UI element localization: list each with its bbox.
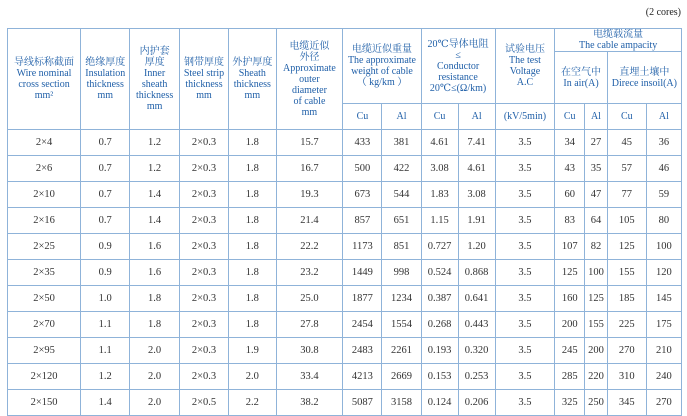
table-cell: 2261 <box>382 338 421 364</box>
table-cell: 1877 <box>343 286 382 312</box>
table-cell: 1.9 <box>229 338 276 364</box>
cable-spec-table <box>7 28 682 416</box>
table-cell: 2×0.3 <box>179 312 228 338</box>
table-cell: 185 <box>607 286 646 312</box>
table-cell: 1554 <box>382 312 421 338</box>
table-cell: 2×0.3 <box>179 130 228 156</box>
table-cell: 33.4 <box>276 364 343 390</box>
table-body <box>8 130 682 416</box>
table-cell: 16.7 <box>276 156 343 182</box>
table-cell: 0.727 <box>421 234 458 260</box>
table-cell: 1.2 <box>130 156 179 182</box>
table-cell: 2×0.3 <box>179 234 228 260</box>
table-cell: 1.83 <box>421 182 458 208</box>
table-cell: 59 <box>646 182 681 208</box>
table-cell: 2.0 <box>130 390 179 416</box>
table-cell: 2×0.3 <box>179 260 228 286</box>
table-cell: 3.5 <box>495 260 555 286</box>
table-cell: 0.7 <box>81 156 130 182</box>
table-cell: 2×95 <box>8 338 81 364</box>
table-cell: 1.8 <box>229 208 276 234</box>
table-cell: 0.153 <box>421 364 458 390</box>
table-cell: 3.5 <box>495 130 555 156</box>
table-cell: 225 <box>607 312 646 338</box>
table-cell: 80 <box>646 208 681 234</box>
table-cell: 285 <box>555 364 585 390</box>
header-resistance: 20℃导体电阻 ≤ Conductor resistance 20℃≤(Ω/km) <box>421 29 495 104</box>
table-cell: 1.8 <box>229 286 276 312</box>
table-cell: 1173 <box>343 234 382 260</box>
table-cell: 57 <box>607 156 646 182</box>
table-row <box>8 156 682 182</box>
table-cell: 857 <box>343 208 382 234</box>
header-air-al: Al <box>585 104 608 130</box>
table-cell: 2.2 <box>229 390 276 416</box>
table-cell: 2×0.3 <box>179 286 228 312</box>
table-cell: 2×0.3 <box>179 208 228 234</box>
table-cell: 1449 <box>343 260 382 286</box>
table-cell: 381 <box>382 130 421 156</box>
table-cell: 125 <box>607 234 646 260</box>
table-cell: 46 <box>646 156 681 182</box>
table-cell: 43 <box>555 156 585 182</box>
table-cell: 35 <box>585 156 608 182</box>
table-cell: 0.9 <box>81 260 130 286</box>
table-cell: 3.5 <box>495 390 555 416</box>
header-weight: 电缆近似重量 The approximate weight of cable （ kg/km ） <box>343 29 421 104</box>
table-cell: 651 <box>382 208 421 234</box>
table-cell: 47 <box>585 182 608 208</box>
table-cell: 82 <box>585 234 608 260</box>
table-cell: 1234 <box>382 286 421 312</box>
table-cell: 851 <box>382 234 421 260</box>
table-cell: 0.641 <box>458 286 495 312</box>
table-cell: 4213 <box>343 364 382 390</box>
table-cell: 325 <box>555 390 585 416</box>
table-cell: 3.5 <box>495 208 555 234</box>
table-cell: 0.193 <box>421 338 458 364</box>
table-cell: 2×0.3 <box>179 338 228 364</box>
table-cell: 2669 <box>382 364 421 390</box>
table-cell: 1.4 <box>130 208 179 234</box>
table-cell: 2×150 <box>8 390 81 416</box>
table-cell: 3.5 <box>495 156 555 182</box>
header-in-air: 在空气中 In air(A) <box>555 52 607 104</box>
table-cell: 500 <box>343 156 382 182</box>
table-cell: 1.8 <box>229 260 276 286</box>
header-voltage-unit: (kV/5min) <box>495 104 555 130</box>
table-cell: 210 <box>646 338 681 364</box>
header-air-cu: Cu <box>555 104 585 130</box>
table-cell: 0.320 <box>458 338 495 364</box>
header-soil-cu: Cu <box>607 104 646 130</box>
table-cell: 19.3 <box>276 182 343 208</box>
table-cell: 0.7 <box>81 182 130 208</box>
header-ampacity: 电缆载流量 The cable ampacity <box>555 29 682 52</box>
table-row <box>8 286 682 312</box>
table-cell: 27.8 <box>276 312 343 338</box>
table-cell: 270 <box>646 390 681 416</box>
table-cell: 1.0 <box>81 286 130 312</box>
table-row <box>8 364 682 390</box>
header-diameter: 电缆近似 外径 Approximate outer diameter of cable mm <box>276 29 343 130</box>
table-cell: 240 <box>646 364 681 390</box>
table-cell: 998 <box>382 260 421 286</box>
table-cell: 175 <box>646 312 681 338</box>
table-cell: 64 <box>585 208 608 234</box>
table-cell: 3.08 <box>421 156 458 182</box>
header-section: 导线标称截面 Wire nominal cross section mm² <box>8 29 81 130</box>
table-cell: 3158 <box>382 390 421 416</box>
table-cell: 0.124 <box>421 390 458 416</box>
table-cell: 1.1 <box>81 338 130 364</box>
table-cell: 2×10 <box>8 182 81 208</box>
table-cell: 2.0 <box>130 338 179 364</box>
table-cell: 2.0 <box>130 364 179 390</box>
table-cell: 2483 <box>343 338 382 364</box>
table-cell: 1.2 <box>130 130 179 156</box>
table-cell: 21.4 <box>276 208 343 234</box>
table-cell: 34 <box>555 130 585 156</box>
table-cell: 2×4 <box>8 130 81 156</box>
table-cell: 7.41 <box>458 130 495 156</box>
table-cell: 3.5 <box>495 234 555 260</box>
table-cell: 155 <box>607 260 646 286</box>
table-cell: 3.5 <box>495 364 555 390</box>
table-cell: 3.5 <box>495 338 555 364</box>
table-cell: 27 <box>585 130 608 156</box>
table-cell: 1.2 <box>81 364 130 390</box>
table-cell: 2×6 <box>8 156 81 182</box>
table-row <box>8 208 682 234</box>
table-cell: 1.4 <box>81 390 130 416</box>
table-cell: 107 <box>555 234 585 260</box>
table-cell: 3.5 <box>495 182 555 208</box>
header-resistance-cu: Cu <box>421 104 458 130</box>
table-cell: 100 <box>646 234 681 260</box>
table-cell: 544 <box>382 182 421 208</box>
table-cell: 160 <box>555 286 585 312</box>
table-cell: 0.253 <box>458 364 495 390</box>
header-in-soil: 直埋土壤中 Direce insoil(A) <box>607 52 681 104</box>
table-cell: 1.4 <box>130 182 179 208</box>
table-cell: 2×50 <box>8 286 81 312</box>
table-cell: 433 <box>343 130 382 156</box>
table-cell: 2×0.3 <box>179 156 228 182</box>
table-cell: 0.443 <box>458 312 495 338</box>
header-steel-strip: 钢带厚度 Steel strip thickness mm <box>179 29 228 130</box>
header-soil-al: Al <box>646 104 681 130</box>
table-cell: 2×70 <box>8 312 81 338</box>
table-cell: 2×16 <box>8 208 81 234</box>
table-cell: 3.5 <box>495 312 555 338</box>
table-row <box>8 182 682 208</box>
table-cell: 0.524 <box>421 260 458 286</box>
table-cell: 673 <box>343 182 382 208</box>
table-cell: 25.0 <box>276 286 343 312</box>
table-cell: 125 <box>555 260 585 286</box>
table-cell: 5087 <box>343 390 382 416</box>
table-cell: 0.387 <box>421 286 458 312</box>
header-insulation: 绝缘厚度 Insulation thickness mm <box>81 29 130 130</box>
table-cell: 4.61 <box>458 156 495 182</box>
table-cell: 83 <box>555 208 585 234</box>
table-cell: 0.9 <box>81 234 130 260</box>
table-cell: 36 <box>646 130 681 156</box>
table-cell: 77 <box>607 182 646 208</box>
header-sheath: 外护厚度 Sheath thickness mm <box>229 29 276 130</box>
table-cell: 345 <box>607 390 646 416</box>
table-cell: 3.5 <box>495 286 555 312</box>
table-cell: 38.2 <box>276 390 343 416</box>
header-voltage: 试验电压 The test Voltage A.C <box>495 29 555 104</box>
table-row <box>8 312 682 338</box>
table-cell: 1.15 <box>421 208 458 234</box>
table-cell: 145 <box>646 286 681 312</box>
table-cell: 1.1 <box>81 312 130 338</box>
table-cell: 22.2 <box>276 234 343 260</box>
table-cell: 1.8 <box>229 312 276 338</box>
table-cell: 3.08 <box>458 182 495 208</box>
table-cell: 0.7 <box>81 208 130 234</box>
table-cell: 2454 <box>343 312 382 338</box>
table-cell: 1.20 <box>458 234 495 260</box>
table-cell: 125 <box>585 286 608 312</box>
table-cell: 0.206 <box>458 390 495 416</box>
table-cell: 1.8 <box>229 182 276 208</box>
table-cell: 155 <box>585 312 608 338</box>
table-row <box>8 260 682 286</box>
table-cell: 220 <box>585 364 608 390</box>
table-cell: 2.0 <box>229 364 276 390</box>
table-cell: 15.7 <box>276 130 343 156</box>
table-cell: 270 <box>607 338 646 364</box>
header-weight-cu: Cu <box>343 104 382 130</box>
table-cell: 1.8 <box>130 286 179 312</box>
header-weight-al: Al <box>382 104 421 130</box>
table-cell: 245 <box>555 338 585 364</box>
table-cell: 2×0.3 <box>179 182 228 208</box>
table-cell: 1.8 <box>229 130 276 156</box>
table-cell: 1.8 <box>130 312 179 338</box>
header-resistance-al: Al <box>458 104 495 130</box>
table-row <box>8 390 682 416</box>
table-row <box>8 234 682 260</box>
table-cell: 1.8 <box>229 156 276 182</box>
table-cell: 0.7 <box>81 130 130 156</box>
table-cell: 0.868 <box>458 260 495 286</box>
table-cell: 45 <box>607 130 646 156</box>
table-cell: 23.2 <box>276 260 343 286</box>
table-cell: 250 <box>585 390 608 416</box>
table-cell: 100 <box>585 260 608 286</box>
table-cell: 2×25 <box>8 234 81 260</box>
table-cell: 4.61 <box>421 130 458 156</box>
table-cell: 30.8 <box>276 338 343 364</box>
table-row <box>8 130 682 156</box>
table-cell: 60 <box>555 182 585 208</box>
table-cell: 200 <box>585 338 608 364</box>
table-cell: 0.268 <box>421 312 458 338</box>
table-cell: 2×35 <box>8 260 81 286</box>
table-cell: 120 <box>646 260 681 286</box>
table-cell: 105 <box>607 208 646 234</box>
cores-note: (2 cores) <box>645 7 681 18</box>
table-cell: 200 <box>555 312 585 338</box>
table-cell: 2×0.3 <box>179 364 228 390</box>
table-cell: 1.8 <box>229 234 276 260</box>
table-cell: 310 <box>607 364 646 390</box>
header-inner-sheath: 内护套 厚度 Inner sheath thickness mm <box>130 29 179 130</box>
table-cell: 422 <box>382 156 421 182</box>
table-cell: 2×0.5 <box>179 390 228 416</box>
table-cell: 1.6 <box>130 260 179 286</box>
table-cell: 2×120 <box>8 364 81 390</box>
table-row <box>8 338 682 364</box>
table-cell: 1.6 <box>130 234 179 260</box>
table-cell: 1.91 <box>458 208 495 234</box>
